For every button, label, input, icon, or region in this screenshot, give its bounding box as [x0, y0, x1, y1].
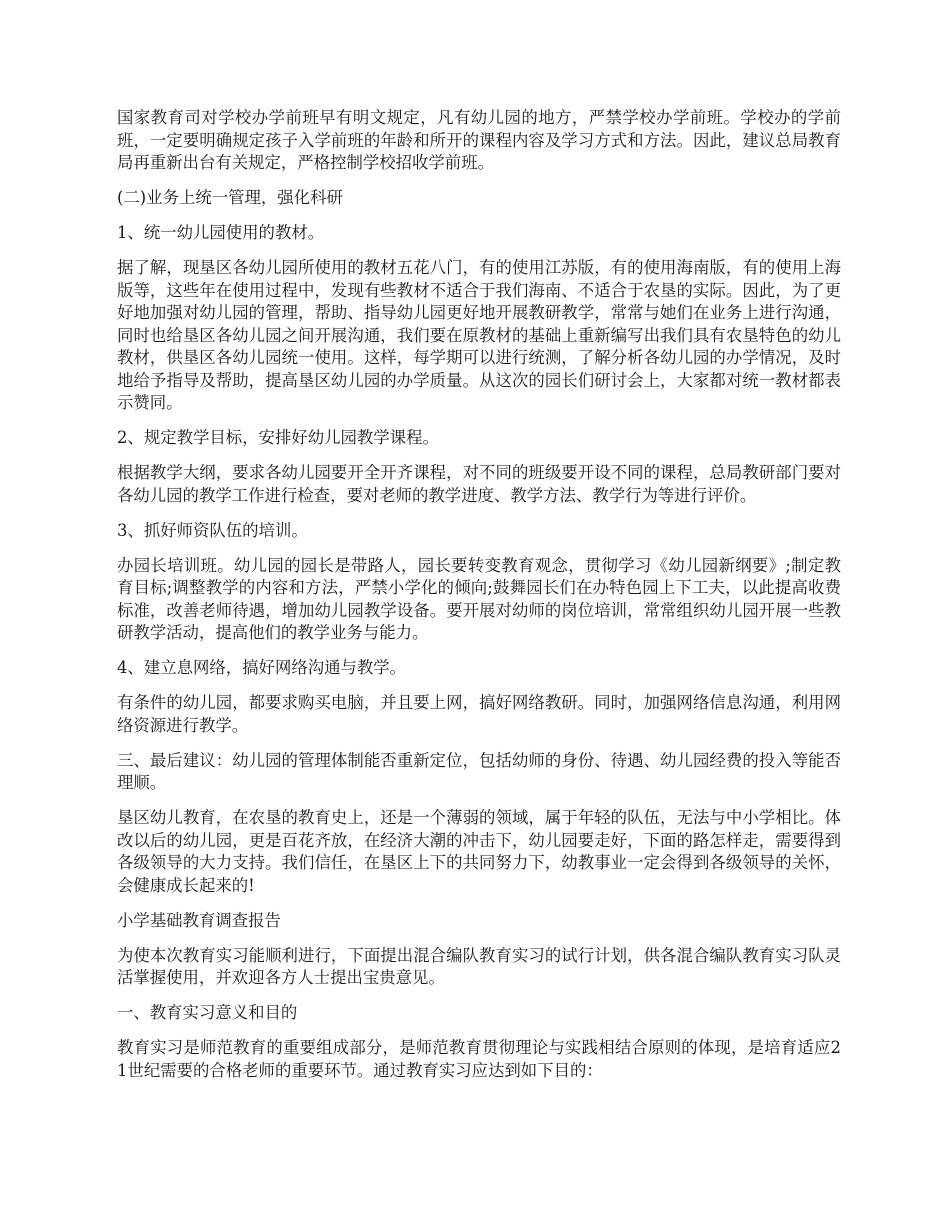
section-heading-unified-management: (二)业务上统一管理，强化科研	[117, 188, 343, 207]
item-heading-teacher-training: 3、抓好师资队伍的培训。	[117, 520, 308, 540]
paragraph-teacher-training: 办园长培训班。幼儿园的园长是带路人，园长要转变教育观念，贯彻学习《幼儿园新纲要》;制定教育目标;调整教学的内容和方法，严禁小学化的倾向;鼓舞园长们在办特色园上下工夫，以此提高收费标准，改善老师待遇，增加幼儿园教学设备。要开展对幼师的岗位培训，常常组织幼儿园开展一些教研教学活动，提高他们的教学业务与能力。	[117, 555, 841, 642]
paragraph-textbooks: 据了解，现垦区各幼儿园所使用的教材五花八门，有的使用江苏版，有的使用海南版，有的使用上海版等，这些年在使用过程中，发现有些教材不适合于我们海南、不适合于农垦的实际。因此，为了更好地加强对幼儿园的管理，帮助、指导幼儿园更好地开展教研教学，常常与她们在业务上进行沟通，同时也给垦区各幼儿园之间开展沟通，我们要在原教材的基础上重新编写出我们具有农垦特色的幼儿教材，供垦区各幼儿园统一使用。这样，每学期可以进行统测，了解分析各幼儿园的办学情况，及时地给予指导及帮助，提高垦区幼儿园的办学质量。从这次的园长们研讨会上，大家都对统一教材都表示赞同。	[117, 258, 841, 412]
paragraph-reclamation-education: 垦区幼儿教育，在农垦的教育史上，还是一个薄弱的领域，属于年轻的队伍，无法与中小学相比。体改以后的幼儿园，更是百花齐放，在经济大潮的冲击下，幼儿园要走好，下面的路怎样走，需要得到各级领导的大力支持。我们信任，在垦区上下的共同努力下，幼教事业一定会得到各级领导的关怀，会健康成长起来的!	[117, 808, 841, 895]
report-title: 小学基础教育调查报告	[117, 910, 281, 930]
paragraph-internship-plan: 为使本次教育实习能顺利进行，下面提出混合编队教育实习的试行计划，供各混合编队教育实习队灵活掌握使用，并欢迎各方人士提出宝贵意见。	[117, 945, 841, 987]
item-heading-network: 4、建立息网络，搞好网络沟通与教学。	[117, 658, 407, 677]
item-heading-teaching-goals: 2、规定教学目标，安排好幼儿园教学课程。	[117, 428, 439, 447]
paragraph-network: 有条件的幼儿园，都要求购买电脑，并且要上网，搞好网络教研。同时，加强网络信息沟通，利用网络资源进行教学。	[117, 693, 841, 735]
paragraph-teaching-goals: 根据教学大纲，要求各幼儿园要开全开齐课程，对不同的班级要开设不同的课程，总局教研部门要对各幼儿园的教学工作进行检查，要对老师的教学进度、教学方法、教学行为等进行评价。	[117, 463, 841, 505]
paragraph-internship-purpose: 教育实习是师范教育的重要组成部分，是师范教育贯彻理论与实践相结合原则的体现，是培育适应21世纪需要的合格老师的重要环节。通过教育实习应达到如下目的：	[117, 1038, 841, 1080]
item-heading-unified-textbooks: 1、统一幼儿园使用的教材。	[117, 223, 325, 242]
paragraph-final-suggestion: 三、最后建议：幼儿园的管理体制能否重新定位，包括幼师的身份、待遇、幼儿园经费的投入等能否理顺。	[117, 750, 841, 792]
section-heading-internship-purpose: 一、教育实习意义和目的	[117, 1003, 298, 1022]
paragraph-preschool-regulation: 国家教育司对学校办学前班早有明文规定，凡有幼儿园的地方，严禁学校办学前班。学校办的学前班，一定要明确规定孩子入学前班的年龄和所开的课程内容及学习方式和方法。因此，建议总局教育局再重新出台有关规定，严格控制学校招收学前班。	[117, 108, 841, 172]
document-body	[117, 107, 841, 1095]
